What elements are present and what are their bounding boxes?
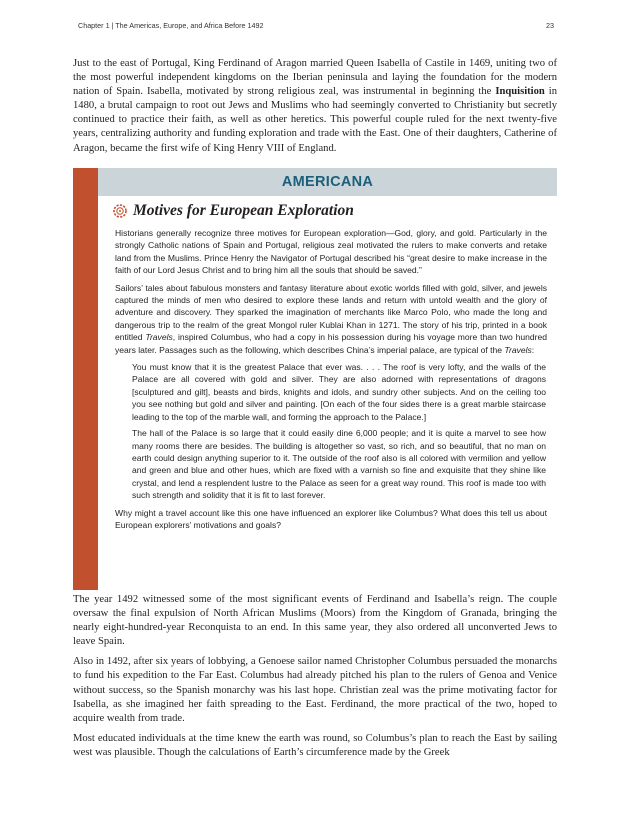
book-title-travels: Travels [145,332,173,343]
feature-body [115,227,547,536]
lower-paragraph-1: The year 1492 witnessed some of the most significant events of Ferdinand and Isabella’s reign. The couple oversaw the final expulsion of North African Muslims (Moors) from the Kingdom of Granada, bringing the nearly eight-hundred-year Reconquista to an end. In this same year, they also ordered all unconverted Jews to leave Spain. [73,594,557,648]
intro-paragraph [73,57,557,156]
intro-text-2: in 1480, a brutal campaign to root out Jews and Muslims who had seemingly converted to Christianity but secretly continued to practice their faith, as well as other heretics. This powerful couple ruled for the next twenty-five years, centralizing authority and funding exploration and trade with the East. One of their daughters, Catherine of Aragon, became the first wife of King Henry VIII of England. [73,86,557,154]
quote-paragraph-1: You must know that it is the greatest Palace that ever was. . . . The roof is very lofty, and the walls of the Palace are all covered with gold and silver. They are also adorned with representations of dragons [sculptured and gilt], beasts and birds, knights and idols, and sundry other subjects. And on the ceiling too you see nothing but gold and silver and painting. [On each of the four sides there is a great marble staircase leading to the top of the marble wall, and forming the approach to the Palace.] [132,362,546,422]
feature-paragraph-2 [115,282,547,356]
discussion-question: Why might a travel account like this one have influenced an explorer like Columbus? What does this tell us about European explorers’ motivations and goals? [115,507,547,530]
running-head [78,21,554,33]
lower-section [73,593,557,766]
key-term-inquisition: Inquisition [495,86,545,98]
feature-accent-bar [73,168,98,590]
page-number: 23 [546,21,554,30]
feature-title-text: Motives for European Exploration [133,202,354,219]
feature-title [112,202,354,224]
block-quote [132,361,546,501]
feature-text-2c: : [531,344,535,355]
feature-header [98,168,557,196]
book-title-travels-2: Travels [504,344,532,355]
feature-text-2a: Sailors’ tales about fabulous monsters and fantasy literature about exotic worlds filled with gold, silver, and jewels captured the minds of men who desired to explore these lands and return with untold wealth and the glory of adventure and discovery. They sparked the imagination of merchants like Marco Polo, who made the long and dangerous trip to the realm of the great Mongol ruler Kublai Khan in 1271. The story of his trip, printed in a book entitled [115,282,547,343]
feature-paragraph-1: Historians generally recognize three motives for European exploration—God, glory, and gold. Particularly in the strongly Catholic nations of Spain and Portugal, religious zeal motivated the rulers to make converts and retake land from the Muslims. Prince Henry the Navigator of Portugal described his “great desire to make increase in the faith of our Lord Jesus Christ and to bring him all the souls that should be saved.” [115,228,547,276]
feature-text-2b: , inspired Columbus, who had a copy in his possession during his voyage more than two hundred years later. Passages such as the following, which describes China’s imperial palace, are typical of the [115,332,547,355]
intro-text-1: Just to the east of Portugal, King Ferdinand of Aragon married Queen Isabella of Castile in 1469, uniting two of the most powerful independent kingdoms on the Iberian peninsula and laying the foundation for the modern nation of Spain. Isabella, motivated by strong religious zeal, was instrumental in beginning the [73,58,557,98]
feature-label: AMERICANA [281,174,374,190]
compass-rose-icon [112,203,128,219]
americana-feature-box [73,168,557,590]
quote-paragraph-2: The hall of the Palace is so large that it could easily dine 6,000 people; and it is quite a marvel to see how many rooms there are besides. The building is altogether so vast, so rich, and so beautiful, that no man on earth could design anything superior to it. The outside of the roof also is all colored with vermilion and yellow and green and blue and other hues, which are fixed with a varnish so fine and exquisite that they shine like crystal, and lend a resplendent lustre to the Palace as seen for a great way round. This roof is made too with such strength and solidity that it is fit to last forever. [132,428,546,501]
lower-paragraph-3: Most educated individuals at the time knew the earth was round, so Columbus’s plan to reach the East by sailing west was plausible. Though the calculations of Earth’s circumference made by the Greek [73,732,557,758]
lower-paragraph-2: Also in 1492, after six years of lobbying, a Genoese sailor named Christopher Columbus persuaded the monarchs to fund his expedition to the Far East. Columbus had already pitched his plan to the rulers of Genoa and Venice without success, so the Spanish monarchy was his last hope. Christian zeal was the prime motivating factor for Isabella, as she imagined her faith spreading to the East. Ferdinand, the more practical of the two, hoped to acquire wealth from trade. [73,656,557,724]
intro-section [73,57,557,162]
chapter-title: Chapter 1 | The Americas, Europe, and Africa Before 1492 [78,21,264,30]
